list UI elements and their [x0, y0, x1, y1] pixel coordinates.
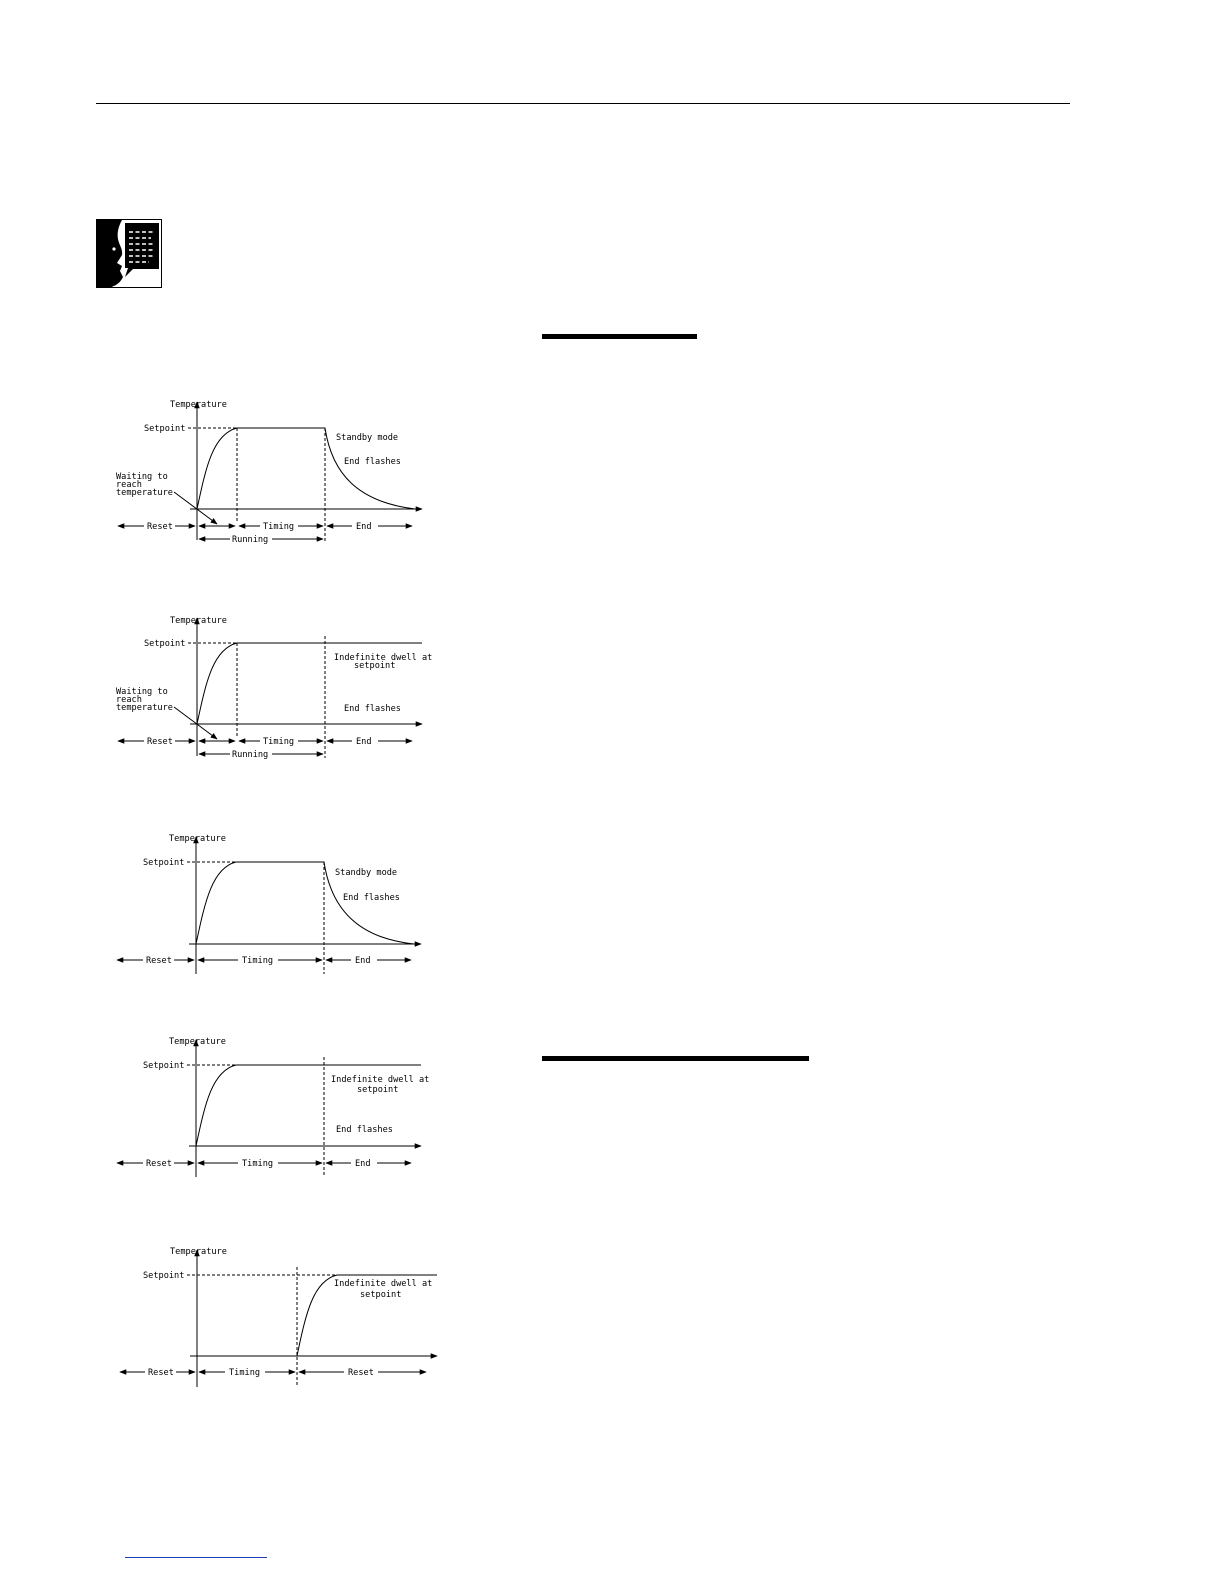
section-heading-bar — [542, 334, 697, 339]
running-label: Running — [232, 535, 269, 545]
timer-diagram-2 — [110, 608, 440, 768]
phase-label: Reset — [348, 1368, 374, 1378]
annotation: End flashes — [344, 457, 401, 467]
annotation: setpoint — [360, 1290, 402, 1300]
annotation: Indefinite dwell at — [334, 1279, 433, 1289]
phase-label: Reset — [147, 522, 173, 532]
annotation: End flashes — [343, 893, 400, 903]
waiting-label: reach — [116, 695, 142, 705]
phase-label: Timing — [242, 956, 274, 966]
setpoint-label: Setpoint — [144, 424, 186, 434]
phase-label: Timing — [229, 1368, 261, 1378]
waiting-label: Waiting to — [116, 472, 168, 482]
header-rule — [96, 103, 1070, 104]
waiting-label: temperature — [116, 488, 173, 498]
annotation: End flashes — [336, 1125, 393, 1135]
phase-label: Reset — [146, 1159, 172, 1169]
setpoint-label: Setpoint — [143, 1061, 185, 1071]
phase-label: Timing — [263, 522, 295, 532]
temperature-axis-label: Temperature — [170, 1247, 227, 1257]
phase-label: End — [355, 1159, 371, 1169]
phase-label: End — [356, 737, 372, 747]
timer-diagram-4 — [110, 1031, 440, 1181]
annotation: Standby mode — [336, 433, 399, 443]
annotation: Indefinite dwell at — [331, 1075, 430, 1085]
setpoint-label: Setpoint — [143, 1271, 185, 1281]
timer-diagram-1 — [110, 392, 440, 552]
annotation: Standby mode — [335, 868, 398, 878]
phase-label: End — [356, 522, 372, 532]
phase-label: Reset — [147, 737, 173, 747]
temperature-axis-label: Temperature — [170, 616, 227, 626]
annotation: setpoint — [354, 661, 396, 671]
setpoint-label: Setpoint — [144, 639, 186, 649]
running-label: Running — [232, 750, 269, 760]
phase-label: Reset — [146, 956, 172, 966]
setpoint-label: Setpoint — [143, 858, 185, 868]
timer-diagram-5 — [110, 1241, 445, 1391]
footer-link-underline[interactable] — [125, 1557, 267, 1558]
phase-label: Reset — [148, 1368, 174, 1378]
phase-label: Timing — [263, 737, 295, 747]
temperature-axis-label: Temperature — [169, 834, 226, 844]
annotation: setpoint — [357, 1085, 399, 1095]
waiting-label: temperature — [116, 703, 173, 713]
timer-diagram-3 — [110, 828, 440, 978]
temperature-axis-label: Temperature — [170, 400, 227, 410]
annotation: End flashes — [344, 704, 401, 714]
waiting-label: Waiting to — [116, 687, 168, 697]
phase-label: Timing — [242, 1159, 274, 1169]
annotation: Indefinite dwell at — [334, 653, 433, 663]
speaking-head-note-icon — [96, 219, 162, 288]
section-heading-bar — [542, 1056, 809, 1061]
phase-label: End — [355, 956, 371, 966]
temperature-axis-label: Temperature — [169, 1037, 226, 1047]
waiting-label: reach — [116, 480, 142, 490]
